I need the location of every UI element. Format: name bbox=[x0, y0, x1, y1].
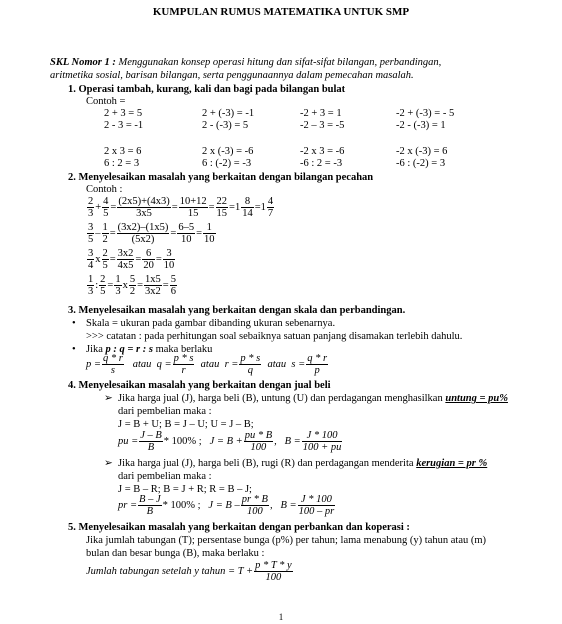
arrow-bullet-icon: ➢ bbox=[104, 393, 113, 404]
section-5-text-1: Jika jumlah tabungan (T); persentase bunga (p%) per tahun; lama menabung (y) tahun atau (m) bbox=[86, 535, 487, 546]
skl-line-2: aritmetika sosial, barisan bilangan, serta penggunaannya dalam pemecahan masalah. bbox=[50, 70, 414, 81]
untung-relations: J = B + U; B = J – U; U = J – B; bbox=[118, 419, 254, 430]
section-2-contoh: Contoh : bbox=[86, 184, 123, 195]
operation-example: -2 - (-3) = 1 bbox=[396, 120, 446, 131]
operation-example: 2 + 3 = 5 bbox=[104, 108, 143, 119]
fraction-equation-2: $\frac{3}{5}$ – $\frac{1}{2}$ = $\frac{(3x2)-(1x5)}{(5x2)}$ = $\frac{6-5}{10}$ = $\frac{1}{10}$ bbox=[88, 222, 215, 246]
rugi-formulas: pr = $\frac{B - J}{B}$ * 100% ; J = B – $\frac{pr * B}{100}$ , B = $\frac{J * 100}{100 - pr}$ bbox=[118, 494, 335, 518]
bullet-icon: • bbox=[72, 318, 76, 329]
section-3-heading: 3. Menyelesaikan masalah yang berkaitan dengan skala dan perbandingan. bbox=[68, 305, 406, 316]
bullet-icon: • bbox=[72, 344, 76, 355]
page-number: 1 bbox=[278, 612, 284, 622]
skl-line-1 bbox=[50, 57, 441, 69]
operation-example: -2 x 3 = -6 bbox=[300, 146, 345, 157]
rugi-bullet-cont: dari pembelian maka : bbox=[118, 471, 212, 482]
fraction-equation-1: $\frac{2}{3}$ + $\frac{4}{5}$ = $\frac{(2x5)+(4x3)}{3x5}$ = $\frac{10+12}{15}$ = $\frac{22}{15}$ =1 $\frac{8}{14}$ =1 $\frac{4}{7}$ bbox=[88, 196, 274, 220]
perbandingan-bullet: • Jika p : q = r : s maka berlaku bbox=[72, 344, 213, 355]
operation-example: 2 - (-3) = 5 bbox=[202, 120, 249, 131]
section-2-heading: 2. Menyelesaikan masalah yang berkaitan dengan bilangan pecahan bbox=[68, 172, 374, 183]
operation-example: 2 x 3 = 6 bbox=[104, 146, 142, 157]
perbandingan-formulas: p = $\frac{q * r}{s}$ atau q = $\frac{p * s}{r}$ atau r = $\frac{p * s}{q}$ atau s = $\frac{q * r}{p}$ bbox=[86, 353, 328, 377]
untung-bullet-cont: dari pembelian maka : bbox=[118, 406, 212, 417]
skl-label: SKL Nomor 1 : bbox=[50, 57, 116, 68]
section-5-text-2: bulan dan besar bunga (B), maka berlaku : bbox=[86, 548, 265, 559]
untung-formulas: pu = $\frac{J - B}{B}$ * 100% ; J = B + $\frac{pu * B}{100}$ , B = $\frac{J * 100}{100 + pu}$ bbox=[118, 430, 342, 454]
operation-example: 2 - 3 = -1 bbox=[104, 120, 144, 131]
skl-text-1: Menggunakan konsep operasi hitung dan sifat-sifat bilangan, perbandingan, bbox=[118, 57, 442, 68]
untung-bullet: ➢ Jika harga jual (J), harga beli (B), untung (U) dan perdagangan menghasilkan untung = pu% bbox=[104, 393, 508, 404]
section-4-heading: 4. Menyelesaikan masalah yang berkaitan dengan jual beli bbox=[68, 380, 331, 391]
operation-example: 2 + (-3) = -1 bbox=[202, 108, 255, 119]
catatan-note: >>> catatan : pada perhitungan soal sebaiknya satuan panjang disamakan terlebih dahulu. bbox=[86, 331, 463, 342]
operation-example: 6 : 2 = 3 bbox=[104, 158, 140, 169]
rugi-relations: J = B – R; B = J + R; R = B – J; bbox=[118, 484, 252, 495]
section-1-heading: 1. Operasi tambah, kurang, kali dan bagi pada bilangan bulat bbox=[68, 84, 346, 95]
operation-example: -2 x (-3) = 6 bbox=[396, 146, 448, 157]
operation-example: -2 – 3 = -5 bbox=[300, 120, 345, 131]
operation-example: -2 + (-3) = - 5 bbox=[396, 108, 455, 119]
skala-bullet: • Skala = ukuran pada gambar dibanding ukuran sebenarnya. bbox=[72, 318, 336, 329]
rugi-bullet: ➢ Jika harga jual (J), harga beli (B), rugi (R) dan perdagangan menderita kerugian = pr % bbox=[104, 458, 488, 469]
document-title: KUMPULAN RUMUS MATEMATIKA UNTUK SMP bbox=[152, 6, 410, 18]
arrow-bullet-icon: ➢ bbox=[104, 458, 113, 469]
section-1-contoh: Contoh = bbox=[86, 96, 126, 107]
operation-example: -2 + 3 = 1 bbox=[300, 108, 342, 119]
operation-example: -6 : (-2) = 3 bbox=[396, 158, 446, 169]
section-5-heading: 5. Menyelesaikan masalah yang berkaitan dengan perbankan dan koperasi : bbox=[68, 522, 410, 533]
operation-example: -6 : 2 = -3 bbox=[300, 158, 343, 169]
fraction-equation-3: $\frac{3}{4}$ x $\frac{2}{5}$ = $\frac{3x2}{4x5}$ = $\frac{6}{20}$ = $\frac{3}{10}$ bbox=[88, 248, 175, 272]
operation-example: 6 : (-2) = -3 bbox=[202, 158, 252, 169]
fraction-equation-4: $\frac{1}{3}$ : $\frac{2}{5}$ = $\frac{1}{3}$ x $\frac{5}{2}$ = $\frac{1x5}{3x2}$ = $\frac{5}{6}$ bbox=[88, 274, 176, 298]
operation-example: 2 x (-3) = -6 bbox=[202, 146, 254, 157]
tabungan-formula: Jumlah tabungan setelah y tahun = T + $\frac{p * T * y}{100}$ bbox=[86, 560, 292, 584]
